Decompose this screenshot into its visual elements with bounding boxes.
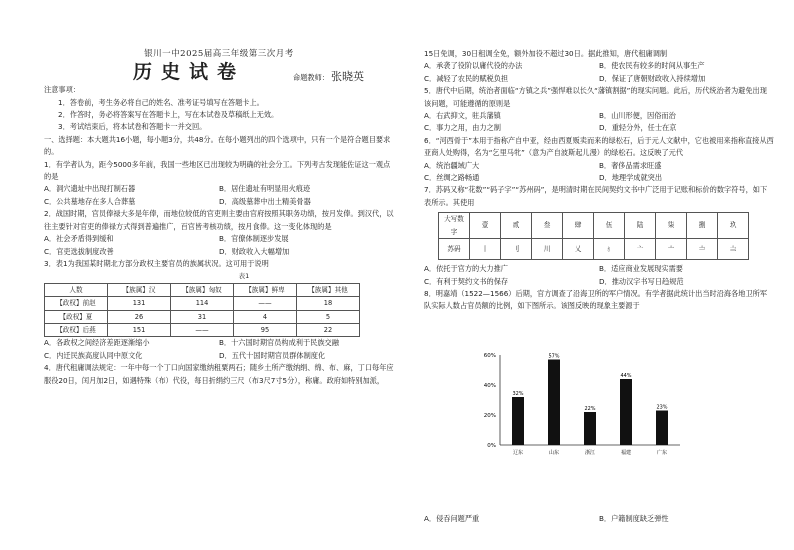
data-label: 23% xyxy=(656,404,668,411)
question-4-continued: 15日免调，30日租调全免，额外加役不超过30日。据此推知，唐代租庸调制 xyxy=(424,49,668,58)
bar xyxy=(512,397,524,445)
data-label: 44% xyxy=(620,373,632,379)
question-8: 8．明嘉靖（1522—1566）后期，官方调查了沿海卫所的军户情况。有学者据此统计出当时沿海各地卫所军队实际人数占官员额的比例，如下图所示。该图反映的现象主要源于 xyxy=(424,288,768,311)
y-tick-label: 20% xyxy=(483,413,496,419)
option: D．重轻分外，任士在京 xyxy=(599,123,677,133)
table-cell: 4 xyxy=(234,310,297,323)
table-cell: 贰 xyxy=(501,213,532,239)
option: C．内迁民族高度认同中原文化 xyxy=(44,350,143,360)
option: D．推动汉字书写日趋规范 xyxy=(599,276,684,286)
option: C．有利于契约文书的保存 xyxy=(424,276,509,286)
table-header-row xyxy=(45,283,360,296)
table-cell: 31 xyxy=(171,310,234,323)
table-cell: 柒 xyxy=(656,213,687,239)
table-row xyxy=(45,297,360,310)
data-label: 22% xyxy=(584,406,596,412)
q3-options xyxy=(44,337,394,362)
option: D．地理学成就突出 xyxy=(599,173,663,183)
bar xyxy=(548,360,560,446)
question-2: 2．战国时期，官员俸禄大多是年俸，而地位较低的官吏则主要由官府按照其职务功绩，按月发俸。到汉代，以往主要针对官吏的俸禄方式得到普遍推广，百官皆考核功绩，按月食俸。这一变化体现的是 xyxy=(44,209,394,231)
table-cell: 【政权】夏 xyxy=(45,310,108,323)
option: C．官吏选拔制度改善 xyxy=(44,246,114,256)
table-cell: 丨 xyxy=(470,239,501,260)
table-row xyxy=(45,310,360,323)
table-cell: 【族属】匈奴 xyxy=(171,283,234,296)
question-7: 7．苏码又称“花数”“码子字”“苏州码”，是明清时期在民间契约文书中广泛用于记账和标价的数字符号，如下表所示。其使用 xyxy=(424,185,768,207)
option: D．五代十国时期官员群体制度化 xyxy=(219,350,326,360)
garrison-ratio-chart xyxy=(466,345,696,465)
option: B．适应商业发展现实需要 xyxy=(599,264,683,274)
x-tick-label: 辽东 xyxy=(512,450,524,456)
table-cell: 苏码 xyxy=(439,239,470,260)
option: A．承袭了役阶以庸代役的办法 xyxy=(424,61,523,71)
question-3: 3．表1为我国某时期北方部分政权主要官员的族属状况。这可用于说明 xyxy=(44,258,269,268)
table-cell: 陆 xyxy=(625,213,656,239)
table-cell: —— xyxy=(171,323,234,336)
table-cell: 【政权】前赵 xyxy=(45,297,108,310)
table-cell: 18 xyxy=(297,297,360,310)
table-cell: 【族属】汉 xyxy=(108,283,171,296)
teacher-signature: 张晓英 xyxy=(331,69,364,83)
option: B．十六国时期官员构成利于民族交融 xyxy=(219,338,339,348)
option: D．财政收入大幅增加 xyxy=(219,246,290,256)
table-cell: 大写数字 xyxy=(439,213,470,239)
q7-options xyxy=(424,263,774,288)
table-cell: 叁 xyxy=(532,213,563,239)
option: A．依托于官方的大力推广 xyxy=(424,264,508,274)
option: D．保证了唐朝财政收入持续增加 xyxy=(599,73,706,83)
table-cell: 【政权】后燕 xyxy=(45,323,108,336)
y-tick-label: 0% xyxy=(487,443,496,449)
table-cell: 刂 xyxy=(501,239,532,260)
option: C．公共墓地存在多人合葬墓 xyxy=(44,196,136,206)
note-item: 2．作答时，务必将答案写在答题卡上，写在本试卷及草稿纸上无效。 xyxy=(58,110,279,120)
question-1: 1．有学者认为，距今5000多年前，我国一些地区已出现较为明确的社会分工。下列考古发现能佐证这一观点的是 xyxy=(44,159,391,182)
option: C．丝绸之路畅通 xyxy=(424,173,480,183)
question-4: 4．唐代租庸调法规定：一年中每一个丁口向国家缴纳租粟两石；随乡土所产缴纳绢、绵、布、麻，丁口每年应服役20日，闰月加2日，如遇特殊（布）代役，每日折绢约三尺（布3尺7寸5分），称庸。政府如特别加派， xyxy=(44,363,394,385)
table-cell: 【族属】其他 xyxy=(297,283,360,296)
table-cell: 捌 xyxy=(687,213,718,239)
table-cell: 5 xyxy=(297,310,360,323)
q4-options xyxy=(424,60,774,85)
x-tick-label: 福建 xyxy=(620,450,632,456)
table-cell: 乂 xyxy=(563,239,594,260)
teacher-label: 命题教师： xyxy=(293,72,329,82)
table-cell: 玖 xyxy=(718,213,749,239)
table-cell: 川 xyxy=(532,239,563,260)
question-6: 6．“河西骨于”本用于指称产自中亚，经由西夏贩卖而来的绿松石，后于元人文献中，它也被用来指称直接从西亚商人处购得，名为“乞里马牝”（意为产自波斯起儿漫）的绿松石。这反映了元代 xyxy=(424,135,774,158)
data-label: 57% xyxy=(548,353,560,360)
option: B．山川形便，因俗而治 xyxy=(599,111,676,121)
note-item: 3．考试结束后，将本试卷和答题卡一并交回。 xyxy=(58,122,207,132)
x-tick-label: 山东 xyxy=(548,450,560,456)
exam-title: 历史试卷 xyxy=(132,61,245,84)
option: B．奢侈品需求旺盛 xyxy=(599,160,662,170)
table-row xyxy=(439,239,749,260)
exam-header: 银川一中2025届高三年级第三次月考 xyxy=(144,49,294,59)
x-tick-label: 广东 xyxy=(656,450,668,456)
data-label: 32% xyxy=(512,391,524,397)
option: B．户籍制度缺乏弹性 xyxy=(599,514,669,523)
question-5: 5．唐代中后期，统治者面临“方镇之兵”强悍难以长久“藩镇割据”的现实问题。此后，历代统治者为避免出现该问题，可能遵循的原则是 xyxy=(424,86,767,108)
notes-heading: 注意事项： xyxy=(44,85,80,95)
table-cell: 〨 xyxy=(718,239,749,260)
table-cell: 伍 xyxy=(594,213,625,239)
q8-options xyxy=(424,514,774,524)
option: A．洞穴遗址中出现打制石器 xyxy=(44,184,136,194)
table-cell: 95 xyxy=(234,323,297,336)
bar xyxy=(656,411,668,446)
q2-options xyxy=(44,233,394,258)
table-caption: 表1 xyxy=(238,272,250,281)
table-cell: 〧 xyxy=(687,239,718,260)
option: A．各政权之间经济差距逐渐缩小 xyxy=(44,338,150,348)
option: B．使农民有较多的时间从事生产 xyxy=(599,61,705,71)
table-row xyxy=(45,323,360,336)
option: A．侵吞问题严重 xyxy=(424,514,480,523)
bar xyxy=(584,412,596,445)
table-cell: 〥 xyxy=(594,239,625,260)
left-column xyxy=(44,0,394,387)
officials-table xyxy=(44,283,360,338)
q6-options xyxy=(424,160,774,185)
y-tick-label: 40% xyxy=(483,383,496,389)
suma-table xyxy=(438,212,749,260)
option: D．高级墓葬中出土精美骨器 xyxy=(219,196,311,206)
table-cell: 26 xyxy=(108,310,171,323)
table-cell: 151 xyxy=(108,323,171,336)
note-item: 1．答卷前，考生务必将自己的姓名、准考证号填写在答题卡上。 xyxy=(58,97,264,107)
option: C．事力之用，由力之制 xyxy=(424,123,501,133)
q1-options xyxy=(44,183,394,208)
table-cell: 〦 xyxy=(656,239,687,260)
table-cell: 肆 xyxy=(563,213,594,239)
bar xyxy=(620,379,632,445)
table-header-row xyxy=(439,213,749,239)
y-tick-label: 60% xyxy=(483,353,496,359)
table-cell: 人数 xyxy=(45,283,108,296)
option: A．统治疆域广大 xyxy=(424,160,480,170)
q5-options xyxy=(424,110,774,135)
option: B．居住遗址有明显用火痕迹 xyxy=(219,184,311,194)
option: B．官僚体制逐步发展 xyxy=(219,234,289,244)
table-cell: 【族属】鲜卑 xyxy=(234,283,297,296)
section-heading: 一、选择题：本大题共16小题，每小题3分，共48分。在每小题列出的四个选项中，只有一个是符合题目要求的。 xyxy=(44,134,391,157)
option: A．右武抑文，驻兵藩镇 xyxy=(424,111,501,121)
table-cell: —— xyxy=(234,297,297,310)
table-cell: 22 xyxy=(297,323,360,336)
option: A．社会矛盾得到缓和 xyxy=(44,234,114,244)
table-cell: 壹 xyxy=(470,213,501,239)
x-tick-label: 浙江 xyxy=(584,450,596,456)
option: C．减轻了农民的赋税负担 xyxy=(424,73,509,83)
table-cell: 亠 xyxy=(625,239,656,260)
table-cell: 131 xyxy=(108,297,171,310)
table-cell: 114 xyxy=(171,297,234,310)
right-column xyxy=(424,48,774,313)
